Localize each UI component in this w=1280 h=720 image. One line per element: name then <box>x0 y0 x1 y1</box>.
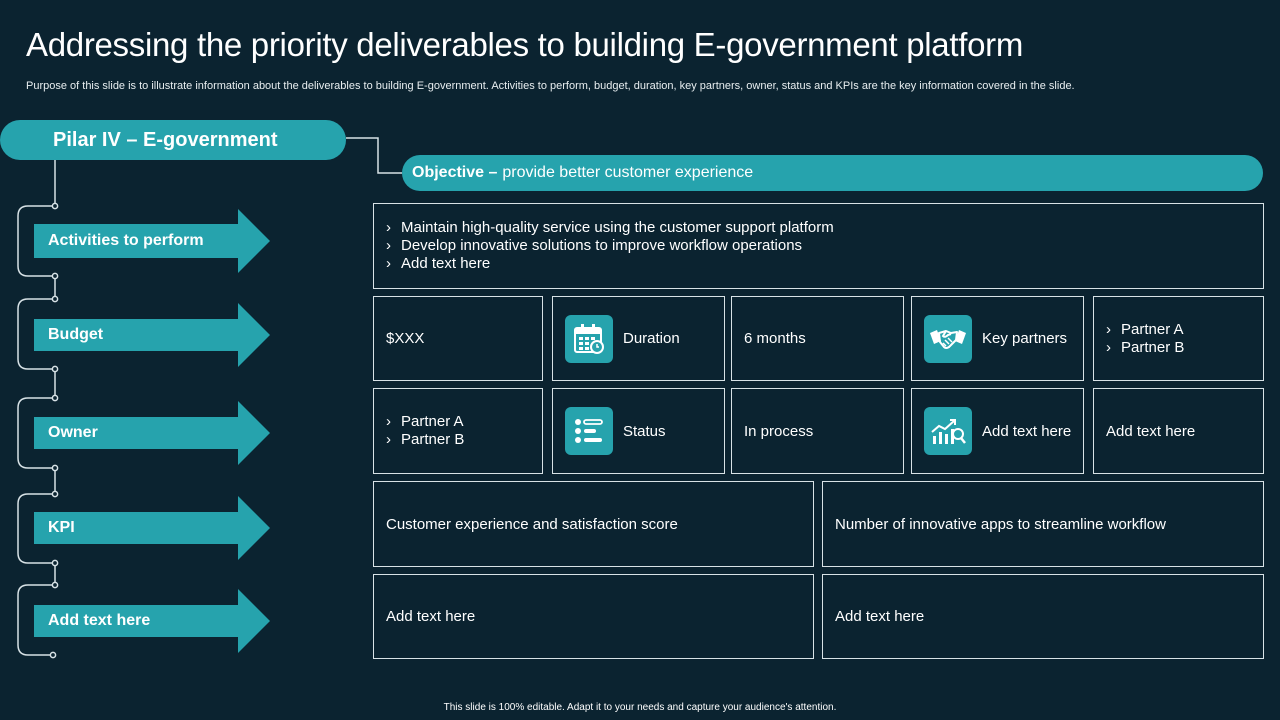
owner-extra-label: Add text here <box>982 422 1072 440</box>
handshake-icon <box>924 315 972 363</box>
row-label-budget: Budget <box>48 326 104 343</box>
duration-label: Duration <box>623 330 680 347</box>
extra-right-text: Add text here <box>835 608 925 625</box>
objective-banner <box>402 155 1263 191</box>
list-item: › Partner A <box>386 413 464 431</box>
row-label-owner: Owner <box>48 424 98 441</box>
kpi-left-text: Customer experience and satisfaction score <box>386 515 678 533</box>
key-partners-value-cell <box>1093 296 1264 381</box>
extra-left-text: Add text here <box>386 608 476 625</box>
budget-amount-cell <box>373 296 543 381</box>
list-item: › Partner B <box>1106 339 1184 357</box>
list-item: › Add text here <box>386 255 834 273</box>
kpi-left-cell <box>373 481 814 567</box>
list-item: › Maintain high-quality service using the customer support platform <box>386 219 834 237</box>
status-value-cell <box>731 388 904 474</box>
row-arrow-budget <box>34 303 270 367</box>
row-label-kpi: KPI <box>48 519 75 536</box>
row-arrow-extra <box>34 589 270 653</box>
status-label-cell <box>552 388 725 474</box>
duration-value-cell <box>731 296 904 381</box>
activities-box <box>373 203 1264 289</box>
pillar-banner <box>0 120 346 160</box>
owner-partners-cell <box>373 388 543 474</box>
extra-right-cell <box>822 574 1264 659</box>
status-value: In process <box>744 422 814 440</box>
owner-extra-value: Add text here <box>1106 422 1196 440</box>
row-label-extra: Add text here <box>48 612 151 629</box>
owner-extra-label-cell <box>911 388 1084 474</box>
key-partners-label: Key partners <box>982 330 1068 347</box>
objective-prefix: Objective – <box>412 164 498 181</box>
row-arrow-activities <box>34 209 270 273</box>
list-item: › Partner B <box>386 431 464 449</box>
list-item: › Partner A <box>1106 321 1184 339</box>
pillar-label: Pilar IV – E-government <box>53 128 278 151</box>
key-partners-list <box>1106 321 1184 357</box>
slide-subtitle: Purpose of this slide is to illustrate information about the deliverables to building E-government. Activities to perform, budget, duration, key partners, owner, status and KPIs are the key information covered in the slide. <box>26 80 1075 92</box>
row-arrow-owner <box>34 401 270 465</box>
duration-value: 6 months <box>744 330 806 347</box>
checklist-icon <box>565 407 613 455</box>
status-label: Status <box>623 422 666 440</box>
key-partners-label-cell <box>911 296 1084 381</box>
row-arrow-kpi <box>34 496 270 560</box>
slide-title: Addressing the priority deliverables to building E-government platform <box>26 26 1024 63</box>
row-label-activities: Activities to perform <box>48 232 204 249</box>
duration-label-cell <box>552 296 725 381</box>
calendar-icon <box>565 315 613 363</box>
activities-list <box>386 219 834 273</box>
growth-chart-icon <box>924 407 972 455</box>
budget-amount: $XXX <box>386 330 425 347</box>
owner-extra-value-cell <box>1093 388 1264 474</box>
kpi-right-cell <box>822 481 1264 567</box>
list-item: › Develop innovative solutions to improve workflow operations <box>386 237 834 255</box>
owner-partners-list <box>386 413 464 449</box>
footer-note: This slide is 100% editable. Adapt it to your needs and capture your audience's attention. <box>443 702 837 713</box>
kpi-right-text: Number of innovative apps to streamline workflow <box>835 515 1166 533</box>
objective-text: provide better customer experience <box>502 164 754 181</box>
extra-left-cell <box>373 574 814 659</box>
